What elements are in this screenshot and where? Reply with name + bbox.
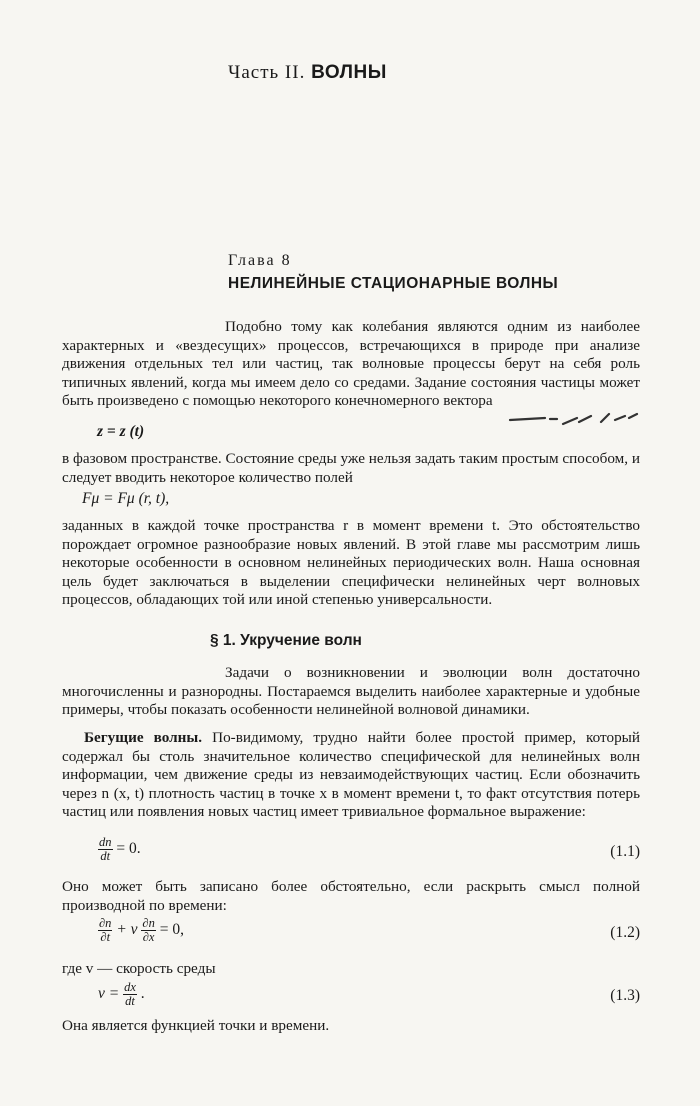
equation-1-2: $\frac{\partial n}{\partial t}$ + v $\frac{\partial n}{\partial x}$ = 0, — [99, 916, 184, 944]
equation-1-1: $\frac{dn}{dt}$ = 0. — [99, 835, 141, 863]
part-prefix: Часть II. — [228, 62, 306, 83]
section-paragraph-4: где v — скорость среды — [62, 960, 216, 977]
chapter-label: Глава 8 — [228, 252, 292, 269]
section-paragraph-2-text: По-видимому, трудно найти более простой пример, который содержал бы столь значительное количество специфической для нелинейных волн информации, чем движение среды из невзаимодействующих частиц. Если обозначить через n (x, t) плотность частиц в точке x в момент времени t, то факт отсутствия потерь частиц или появления новых частиц имеет тривиальное формальное выражение: — [62, 729, 640, 821]
intro-paragraph-2: в фазовом пространстве. Состояние среды уже нельзя задать таким простым способом, и следует вводить некоторое количество полей — [62, 450, 640, 486]
pencil-scribble-mark — [505, 410, 640, 430]
runin-heading: Бегущие волны. — [84, 729, 203, 746]
section-paragraph-3: Оно может быть записано более обстоятельно, если раскрыть смысл полной производной по времени: — [62, 878, 640, 914]
chapter-title: НЕЛИНЕЙНЫЕ СТАЦИОНАРНЫЕ ВОЛНЫ — [228, 275, 559, 292]
equation-number-1-3: (1.3) — [610, 987, 640, 1004]
equation-fields: Fμ = Fμ (r, t), — [82, 490, 170, 507]
fraction-dn-dt: $\frac{dn}{dt}$ — [99, 835, 112, 863]
intro-paragraph-1: Подобно тому как колебания являются одним из наиболее характерных и «вездесущих» процессов, встречающихся в природе при анализе движения отдельных тел или частиц, так волновые процессы берут на себя роль типичных явлений, когда мы имеем дело со средами. Задание состояния частицы может быть произведено с помощью некоторого конечномерного вектора — [62, 318, 640, 410]
equation-state-vector: z = z (t) — [97, 423, 145, 440]
section-paragraph-2 — [62, 729, 640, 822]
section-paragraph-5: Она является функцией точки и времени. — [62, 1017, 330, 1034]
equation-1-3: v = $\frac{dx}{dt}$ . — [98, 980, 145, 1008]
part-name: ВОЛНЫ — [311, 62, 387, 83]
part-title — [228, 62, 387, 84]
equation-number-1-1: (1.1) — [610, 843, 640, 860]
section-title: § 1. Укручение волн — [210, 632, 362, 649]
section-paragraph-1: Задачи о возникновении и эволюции волн достаточно многочисленны и разнородны. Постараемся выделить наиболее характерные и удобные примеры, чтобы показать особенности нелинейной волновой динамики. — [62, 664, 640, 719]
intro-paragraph-3: заданных в каждой точке пространства r в момент времени t. Это обстоятельство порождает огромное разнообразие новых явлений. В этой главе мы рассмотрим лишь некоторые особенности в основном нелинейных периодических волн. Наша основная цель будет заключаться в выделении специфически нелинейных черт волновых процессов, обладающих той или иной степенью универсальности. — [62, 517, 640, 609]
equation-number-1-2: (1.2) — [610, 924, 640, 941]
